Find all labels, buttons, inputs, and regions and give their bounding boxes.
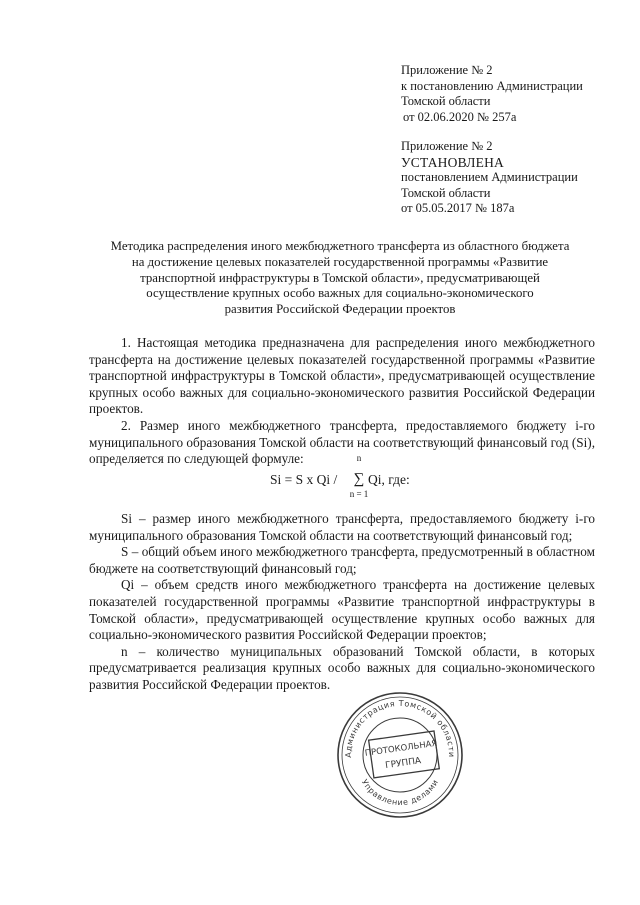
annex-region: Томской области [401,94,491,108]
official-stamp [335,690,465,820]
annex-date: от 02.06.2020 № 257а [403,109,517,124]
title-line: на достижение целевых показателей государственной программы «Развитие [131,254,549,269]
stamp-center-line2: ГРУППА [384,756,422,772]
formula-lhs: Si = S x Qi / [270,472,338,487]
annex-number: Приложение № 2 [401,139,493,153]
annex-number: Приложение № 2 [401,63,493,77]
definition-qi: Qi – объем средств иного межбюджетного трансферта на достижение целевых показателей государственной программы «Развитие транспортной инфраструктуры в Томской области», предусматривающей осуществление крупных особо важных для социально-экономического развития Российской Федерации проектов; [89,577,595,643]
title-line: Методика распределения иного межбюджетного трансферта из областного бюджета [110,239,570,253]
sum-lower-limit: n = 1 [349,489,369,499]
annex-header-2020 [401,63,621,125]
stamp-ring-text: Администрация Томской области [343,698,457,758]
annex-header-2017 [401,139,621,217]
title-line: транспортной инфраструктуры в Томской области», предусматривающей [140,270,540,285]
document-title [80,239,600,318]
sum-upper-limit: n [356,453,362,463]
definitions-section [89,511,595,694]
stamp-seal-icon [335,690,465,820]
formula-rhs: Qi, где: [368,472,410,487]
paragraph-1: 1. Настоящая методика предназначена для распределения иного межбюджетного трансферта на достижение целевых показателей государственной программы «Развитие транспортной инфраструктуры в Томской области», предусматривающей осуществление крупных особо важных для социально-экономического развития Российской Федерации проектов. [89,335,595,417]
definition-si: Si – размер иного межбюджетного трансферта, предоставляемого бюджету i-го муниципального образования Томской области на соответствующий финансовый год; [89,511,595,543]
annex-to-resolution: к постановлению Администрации [401,78,583,93]
stamp-ring-bottom: Управление делами [359,777,441,808]
established-by: постановлением Администрации [401,170,578,184]
paragraph-2: 2. Размер иного межбюджетного трансферта, предоставляемого бюджету i-го муниципального образования Томской области на соответствующий финансовый год (Si), определяется по следующей формуле: [89,417,595,467]
stamp-center-line1: ПРОТОКОЛЬНАЯ [364,738,439,759]
formula [270,453,470,503]
definition-s: S – общий объем иного межбюджетного трансферта, предусмотренный в областном бюджете на соответствующий финансовый год; [89,544,595,576]
summation [348,453,370,503]
title-line: осуществление крупных особо важных для социально-экономического [146,286,534,301]
annex-date: от 05.05.2017 № 187а [401,201,515,215]
established-label: УСТАНОВЛЕНА [401,154,504,170]
body-section-1 [89,335,595,468]
definition-n: n – количество муниципальных образований Томской области, в которых предусматривается реализация крупных особо важных для социально-экономического развития Российской Федерации проектов. [89,643,595,692]
title-line: развития Российской Федерации проектов [224,302,456,317]
sum-sign: ∑ [353,471,365,487]
annex-region: Томской области [401,185,491,200]
